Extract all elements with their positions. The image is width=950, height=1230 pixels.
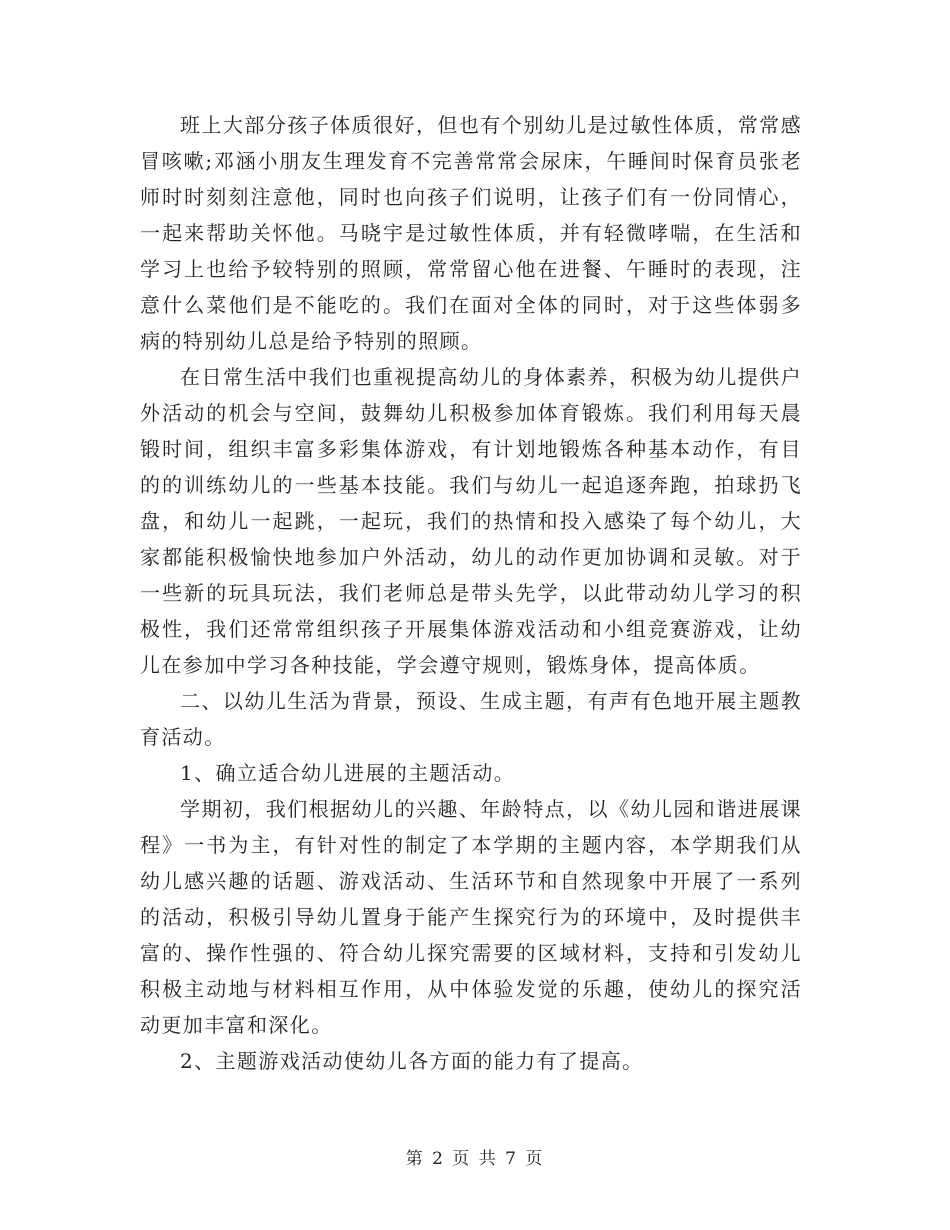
paragraph-health-care: 班上大部分孩子体质很好，但也有个别幼儿是过敏性体质，常常感冒咳嗽;邓涵小朋友生理发育不完善常常会尿床，午睡间时保育员张老师时时刻刻注意他，同时也向孩子们说明，让孩子们有一份同情心，一起来帮助关怀他。马晓宇是过敏性体质，并有轻微哮喘，在生活和学习上也给予较特别的照顾，常常留心他在进餐、午睡时的表现，注意什么菜他们是不能吃的。我们在面对全体的同时，对于这些体弱多病的特别幼儿总是给予特别的照顾。 — [140, 113, 802, 353]
subheading-game-abilities: 2、主题游戏活动使幼儿各方面的能力有了提高。 — [180, 1049, 644, 1073]
page-footer — [0, 1144, 950, 1169]
page-number: 第 2 页 共 7 页 — [405, 1149, 545, 1169]
document-body — [140, 107, 802, 1079]
subheading-theme-activities: 1、确立适合幼儿进展的主题活动。 — [180, 761, 516, 785]
section-heading-theme-education: 二、以幼儿生活为背景，预设、生成主题，有声有色地开展主题教育活动。 — [140, 689, 802, 749]
paragraph-semester-plan: 学期初，我们根据幼儿的兴趣、年龄特点，以《幼儿园和谐进展课程》一书为主，有针对性的制定了本学期的主题内容，本学期我们从幼儿感兴趣的话题、游戏活动、生活环节和自然现象中开展了一系列的活动，积极引导幼儿置身于能产生探究行为的环境中，及时提供丰富的、操作性强的、符合幼儿探究需要的区域材料，支持和引发幼儿积极主动地与材料相互作用，从中体验发觉的乐趣，使幼儿的探究活动更加丰富和深化。 — [140, 797, 802, 1037]
paragraph-outdoor-activities: 在日常生活中我们也重视提高幼儿的身体素养，积极为幼儿提供户外活动的机会与空间，鼓舞幼儿积极参加体育锻炼。我们利用每天晨锻时间，组织丰富多彩集体游戏，有计划地锻炼各种基本动作，有目的的训练幼儿的一些基本技能。我们与幼儿一起追逐奔跑，拍球扔飞盘，和幼儿一起跳，一起玩，我们的热情和投入感染了每个幼儿，大家都能积极愉快地参加户外活动，幼儿的动作更加协调和灵敏。对于一些新的玩具玩法，我们老师总是带头先学，以此带动幼儿学习的积极性，我们还常常组织孩子开展集体游戏活动和小组竞赛游戏，让幼儿在参加中学习各种技能，学会遵守规则，锻炼身体，提高体质。 — [140, 365, 802, 677]
